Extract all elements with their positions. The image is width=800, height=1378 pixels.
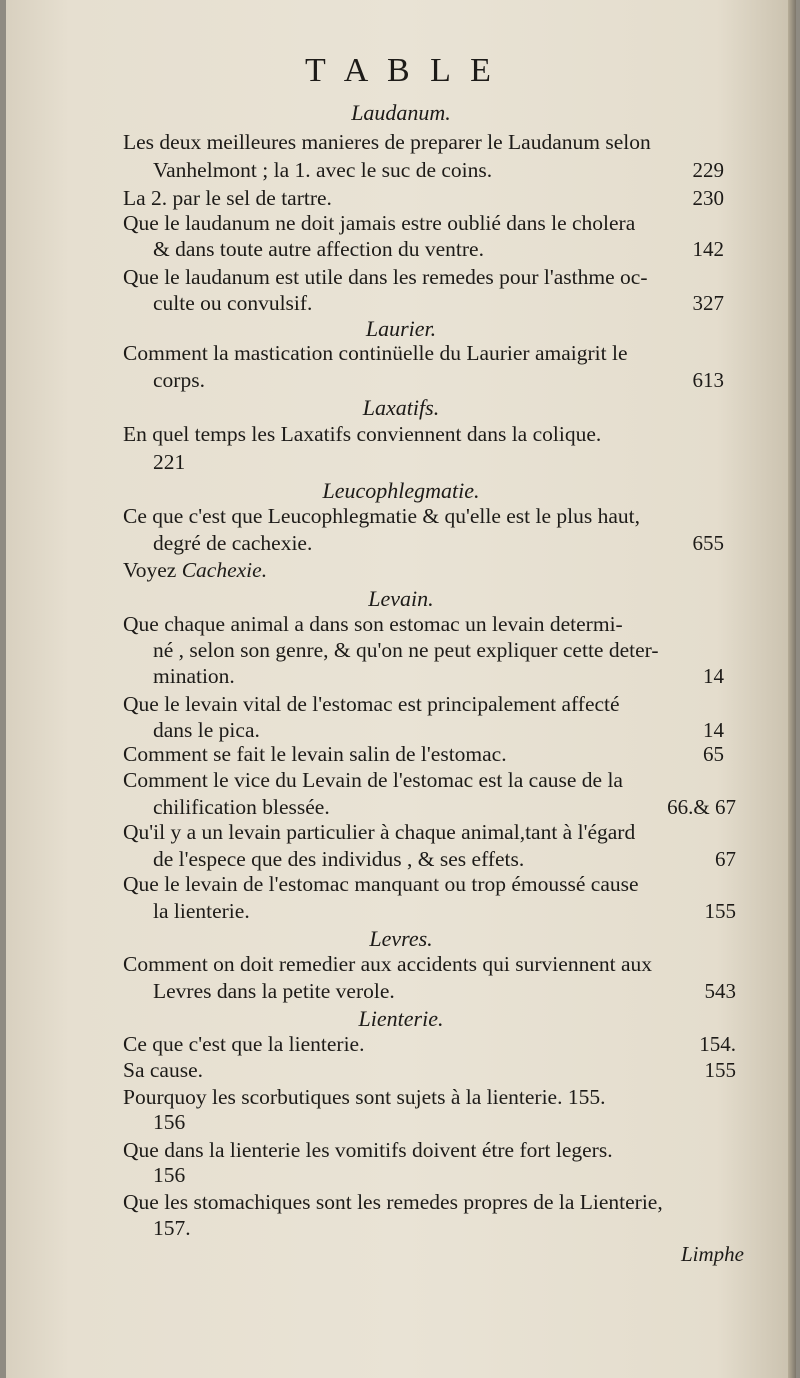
- entry-line: Comment la mastication continüelle du Laurier amaigrit le: [123, 341, 628, 365]
- page-number: 155: [704, 1058, 736, 1082]
- page-number: 66.& 67: [667, 795, 736, 819]
- section-heading-laudanum: Laudanum.: [351, 100, 451, 125]
- entry-line: né , selon son genre, & qu'on ne peut expliquer cette deter-: [153, 638, 659, 662]
- entry-line: culte ou convulsif.: [153, 291, 313, 315]
- page-number: 67: [715, 847, 736, 871]
- entry-line: Que dans la lienterie les vomitifs doivent étre fort legers.: [123, 1138, 613, 1162]
- entry-line: de l'espece que des individus , & ses effets.: [153, 847, 525, 871]
- catchword: Limphe: [681, 1242, 744, 1266]
- running-head: T A B L E: [305, 52, 497, 89]
- page-number: 154.: [699, 1032, 736, 1056]
- page-number: 142: [692, 237, 724, 261]
- entry-line: dans le pica.: [153, 718, 260, 742]
- page-number: 327: [692, 291, 724, 315]
- section-heading-levain: Levain.: [368, 586, 434, 611]
- entry-line: la lienterie.: [153, 899, 250, 923]
- page-number: 14: [703, 718, 724, 742]
- entry-line: corps.: [153, 368, 205, 392]
- entry-line: Que le levain vital de l'estomac est principalement affecté: [123, 692, 620, 716]
- entry-line: 156: [153, 1163, 186, 1187]
- cross-reference: Cachexie.: [181, 558, 268, 582]
- section-heading-lienterie: Lienterie.: [358, 1006, 444, 1031]
- entry-line: Pourquoy les scorbutiques sont sujets à la lienterie. 155.: [123, 1085, 606, 1109]
- entry-line: La 2. par le sel de tartre.: [123, 186, 332, 210]
- entry-line: [123, 558, 267, 583]
- page-number: 655: [692, 531, 724, 555]
- page-number: 14: [703, 664, 724, 688]
- entry-line: Vanhelmont ; la 1. avec le suc de coins.: [153, 158, 493, 182]
- entry-line: Qu'il y a un levain particulier à chaque animal,tant à l'égard: [123, 820, 636, 844]
- entry-line: Ce que c'est que la lienterie.: [123, 1032, 365, 1056]
- page-number: 155: [704, 899, 736, 923]
- section-heading-levres: Levres.: [369, 926, 433, 951]
- page-number: 65: [703, 742, 724, 766]
- book-page: [6, 0, 796, 1378]
- page-number: 229: [692, 158, 724, 182]
- entry-line: Les deux meilleures manieres de preparer le Laudanum selon: [123, 130, 651, 154]
- page-gutter-shadow: [788, 0, 796, 1378]
- entry-line: Sa cause.: [123, 1058, 203, 1082]
- entry-line: Comment le vice du Levain de l'estomac est la cause de la: [123, 768, 623, 792]
- entry-line: & dans toute autre affection du ventre.: [153, 237, 484, 261]
- entry-line: En quel temps les Laxatifs conviennent dans la colique.: [123, 422, 602, 446]
- entry-line: Que les stomachiques sont les remedes propres de la Lienterie,: [123, 1190, 663, 1214]
- page-number: 613: [692, 368, 724, 392]
- see-label: Voyez: [123, 558, 182, 582]
- entry-line: Levres dans la petite verole.: [153, 979, 395, 1003]
- entry-line: Comment on doit remedier aux accidents qui surviennent aux: [123, 952, 652, 976]
- entry-line: Que chaque animal a dans son estomac un levain determi-: [123, 612, 623, 636]
- entry-line: degré de cachexie.: [153, 531, 313, 555]
- section-heading-laurier: Laurier.: [365, 316, 437, 341]
- section-heading-laxatifs: Laxatifs.: [362, 395, 440, 420]
- page-number: 543: [704, 979, 736, 1003]
- entry-line: 157.: [153, 1216, 191, 1240]
- section-heading-leucophlegmatie: Leucophlegmatie.: [322, 478, 480, 503]
- entry-line: mination.: [153, 664, 235, 688]
- entry-line: chilification blessée.: [153, 795, 330, 819]
- entry-line: Ce que c'est que Leucophlegmatie & qu'elle est le plus haut,: [123, 504, 641, 528]
- page-number: 230: [692, 186, 724, 210]
- entry-line: Que le levain de l'estomac manquant ou trop émoussé cause: [123, 872, 639, 896]
- entry-line: 221: [153, 450, 186, 474]
- entry-line: Que le laudanum est utile dans les remedes pour l'asthme oc-: [123, 265, 648, 289]
- entry-line: Que le laudanum ne doit jamais estre oublié dans le cholera: [123, 211, 636, 235]
- entry-line: Comment se fait le levain salin de l'estomac.: [123, 742, 507, 766]
- entry-line: 156: [153, 1110, 186, 1134]
